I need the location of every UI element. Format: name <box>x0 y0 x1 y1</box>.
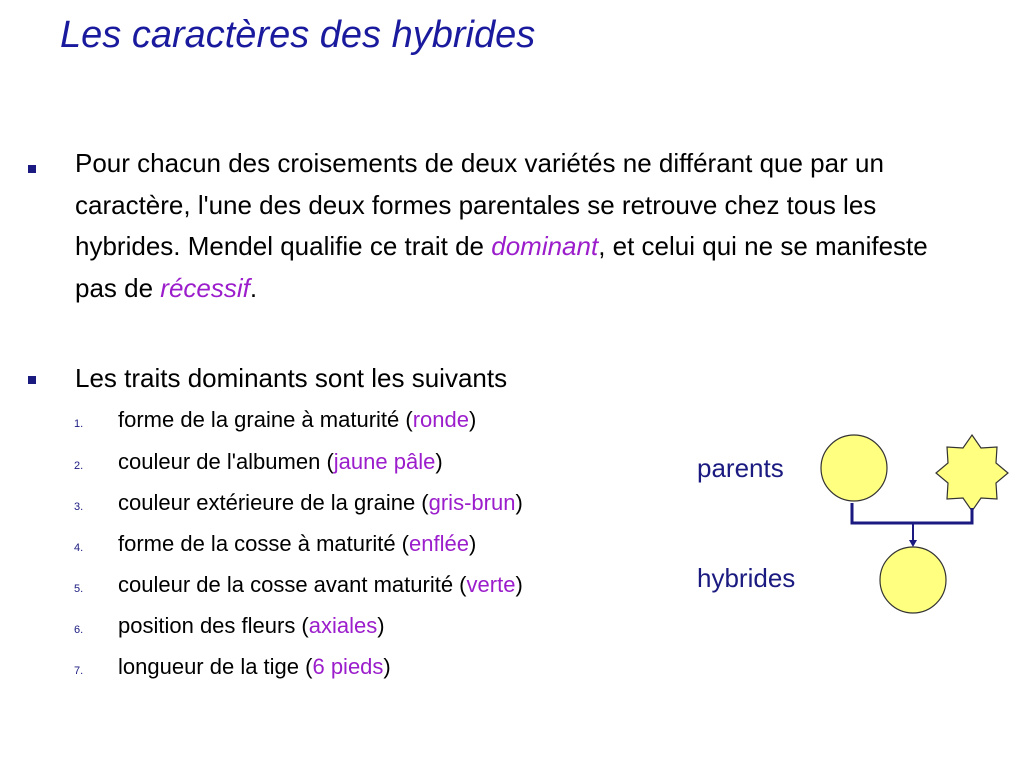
intro-text-3: . <box>249 272 258 303</box>
cross-connector-line <box>852 503 972 523</box>
trait-item <box>0 570 680 612</box>
trait-value: ronde <box>412 407 469 432</box>
trait-item <box>0 652 680 694</box>
trait-text: couleur de l'albumen (jaune pâle) <box>118 449 443 474</box>
trait-value: enflée <box>409 531 469 556</box>
second-bullet-text: Les traits dominants sont les suivants <box>75 363 508 393</box>
trait-text: longueur de la tige (6 pieds) <box>118 654 391 679</box>
trait-text: forme de la graine à maturité (ronde) <box>118 407 477 432</box>
trait-text: couleur extérieure de la graine (gris-brun) <box>118 490 523 515</box>
trait-number: 7. <box>74 665 84 677</box>
trait-value: 6 pieds <box>312 654 384 679</box>
trait-text: couleur de la cosse avant maturité (verte) <box>118 572 523 597</box>
trait-text: forme de la cosse à maturité (enflée) <box>118 531 477 556</box>
term-dominant: dominant <box>491 231 599 261</box>
slide-title: Les caractères des hybrides <box>60 14 536 56</box>
trait-item <box>0 529 680 571</box>
hybrid-round-seed-icon <box>880 547 946 613</box>
descent-arrow-head <box>909 540 917 547</box>
parent-round-seed-icon <box>821 435 887 501</box>
trait-value: jaune pâle <box>333 449 436 474</box>
intro-text-2: , et celui qui ne se manifeste pas de <box>75 231 928 303</box>
hybrids-label: hybrides <box>697 563 796 593</box>
cross-diagram <box>800 420 1020 620</box>
trait-value: verte <box>466 572 516 597</box>
parent-angular-seed-icon <box>936 435 1008 511</box>
trait-number: 3. <box>74 501 84 513</box>
trait-number: 4. <box>74 542 84 554</box>
trait-item <box>0 405 680 447</box>
term-recessive: récessif <box>160 272 250 303</box>
trait-number: 5. <box>74 583 84 595</box>
trait-item <box>0 488 680 530</box>
parents-label: parents <box>697 453 784 483</box>
trait-value: axiales <box>308 613 378 638</box>
trait-number: 1. <box>74 418 84 430</box>
intro-text-1: Pour chacun des croisements de deux variétés ne différant que par un caractère, l'une des deux formes parentales se retrouve chez tous les hybrides. Mendel qualifie ce trait de <box>75 148 884 261</box>
trait-value: gris-brun <box>428 490 516 515</box>
trait-text: position des fleurs (axiales) <box>118 613 385 638</box>
trait-number: 6. <box>74 624 84 636</box>
trait-number: 2. <box>74 460 84 472</box>
trait-item <box>0 447 680 489</box>
trait-item <box>0 611 680 653</box>
